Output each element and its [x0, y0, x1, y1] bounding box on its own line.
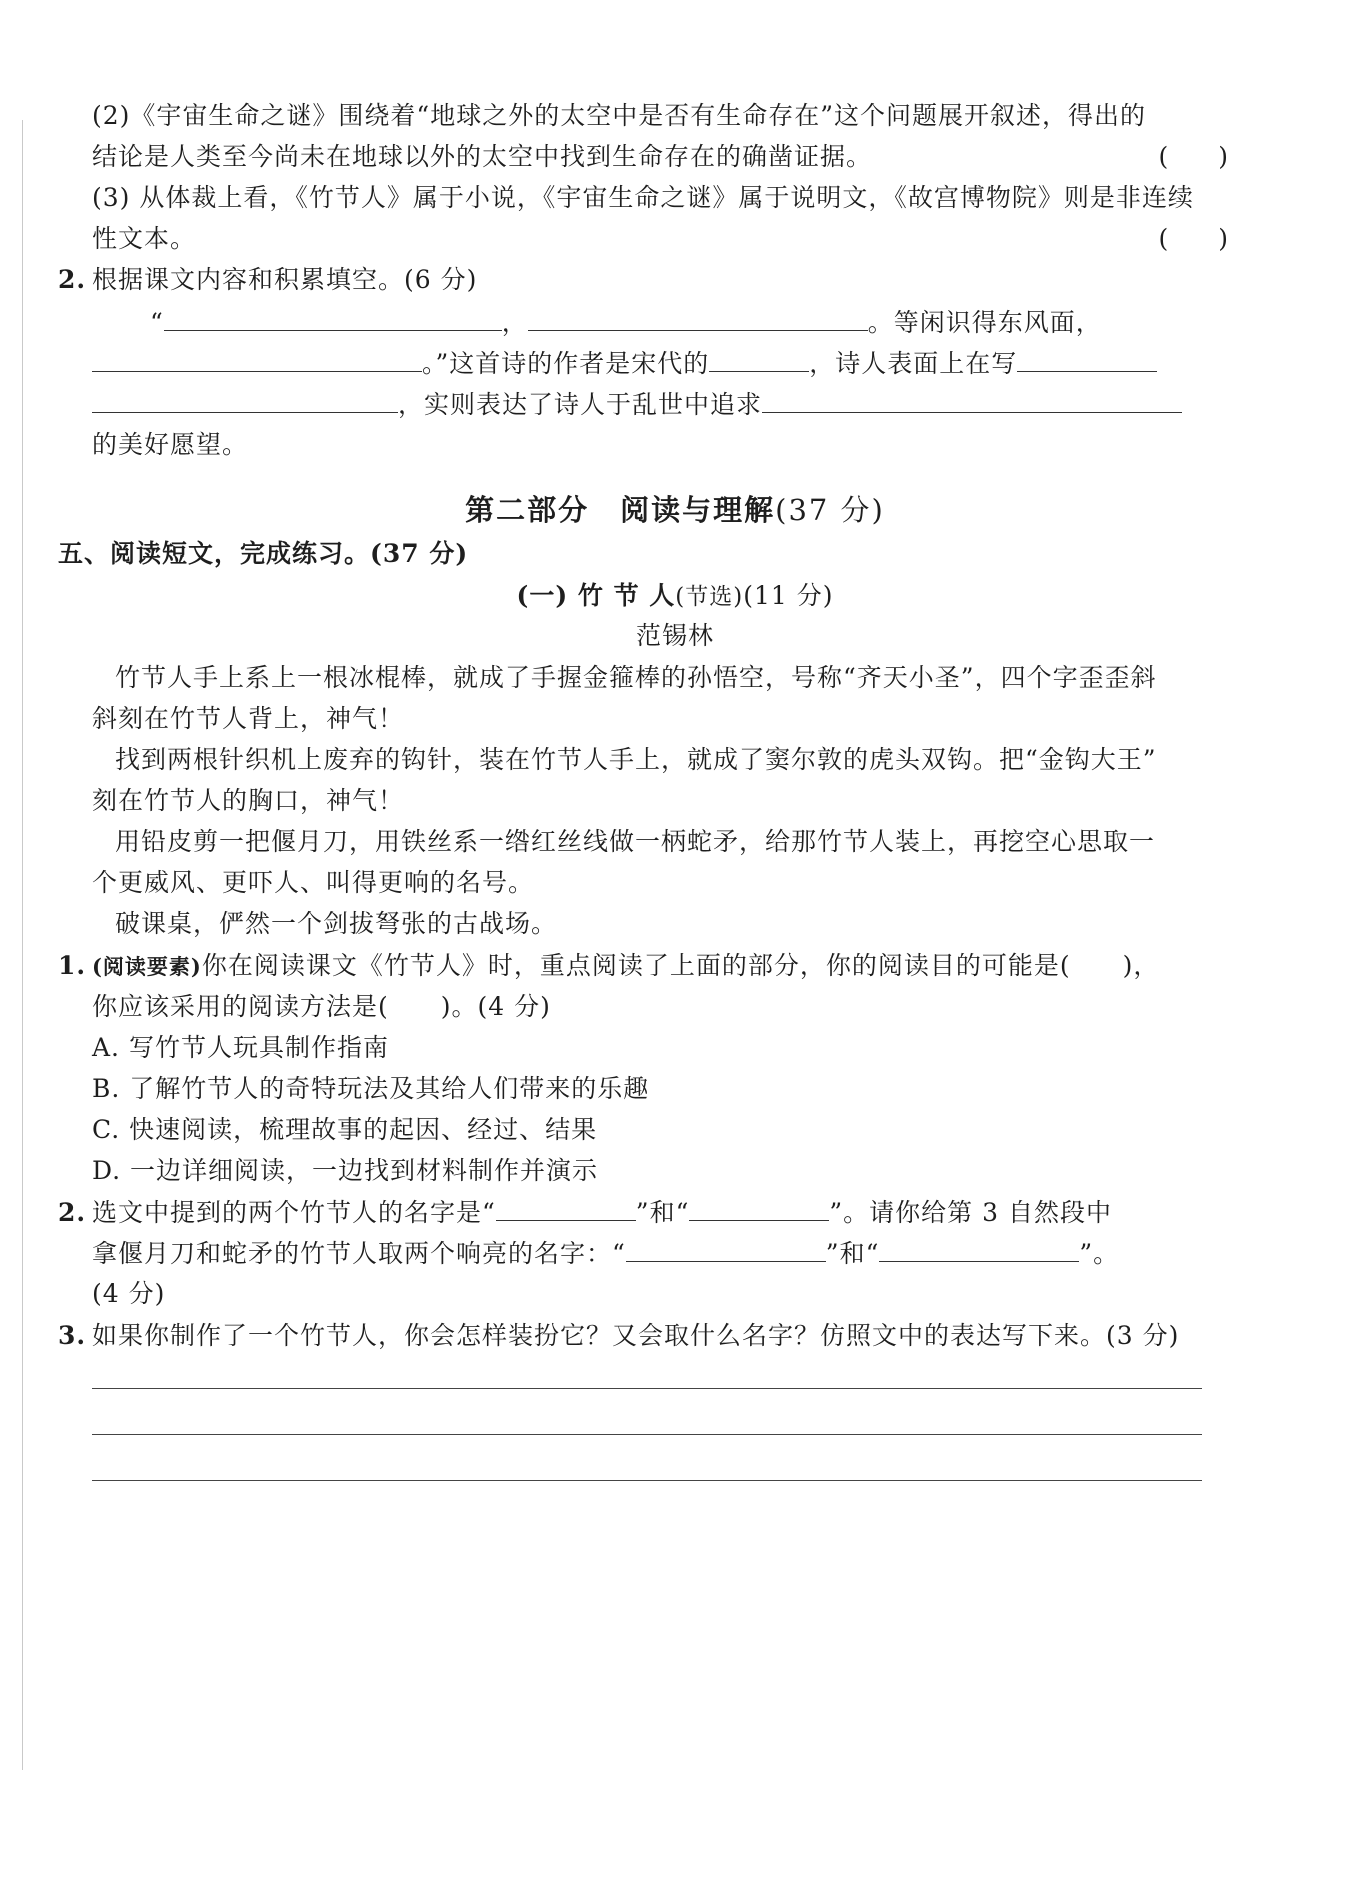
passage-p2-line2: 刻在竹节人的胸口，神气！: [92, 786, 405, 815]
question-number: 2.: [58, 265, 87, 294]
blank-theme[interactable]: [92, 386, 398, 413]
question-3-line1: [58, 1318, 1179, 1354]
judgment-item-2-line1: (2)《宇宙生命之谜》围绕着“地球之外的太空中是否有生命存在”这个问题展开叙述，得出的: [92, 101, 1146, 130]
question-text: 根据课文内容和积累填空。(6 分): [92, 265, 478, 294]
passage-score: (11 分): [743, 581, 834, 610]
passage-subtitle: (节选): [675, 584, 744, 610]
section-5-heading: 五、阅读短文，完成练习。(37 分): [58, 539, 469, 568]
blank-poem-line-4[interactable]: [92, 345, 422, 372]
fill-line-4: 的美好愿望。: [92, 430, 249, 459]
fill-text-4: ，实则表达了诗人于乱世中追求: [398, 390, 763, 419]
question-2-score: (4 分): [92, 1279, 166, 1308]
blank-pursuit[interactable]: [762, 386, 1182, 413]
question-2-line1: [58, 1194, 1112, 1231]
q2-text-2: ”和“: [635, 1198, 690, 1227]
blank-author[interactable]: [709, 345, 809, 372]
answer-line-3[interactable]: [92, 1480, 1202, 1481]
q2-text-6: ”。: [1079, 1239, 1120, 1268]
fill-question-prompt: [58, 262, 477, 298]
passage-author: 范锡林: [635, 621, 714, 650]
blank-poem-line-1[interactable]: [164, 304, 502, 331]
judgment-item-2-line2: 结论是人类至今尚未在地球以外的太空中找到生命存在的确凿证据。: [92, 142, 873, 171]
option-a[interactable]: A. 写竹节人玩具制作指南: [92, 1033, 389, 1062]
fill-line-3: [92, 386, 1182, 423]
part-title-text: 第二部分 阅读与理解: [465, 493, 776, 527]
q2-text-4: 拿偃月刀和蛇矛的竹节人取两个响亮的名字：“: [92, 1239, 626, 1268]
question-1-line2: 你应该采用的阅读方法是( )。(4 分): [92, 992, 551, 1021]
question-tag: (阅读要素): [92, 954, 202, 979]
passage-p2-line1: 找到两根针织机上废弃的钩针，装在竹节人手上，就成了窦尔敦的虎头双钩。把“金钩大王”: [115, 745, 1157, 774]
passage-title-text: (一) 竹 节 人: [516, 581, 676, 610]
q2-text-1: 选文中提到的两个竹节人的名字是“: [92, 1198, 496, 1227]
passage-p3-line2: 个更威风、更吓人、叫得更响的名号。: [92, 868, 535, 897]
blank-name-1[interactable]: [496, 1194, 636, 1221]
passage-title: [0, 578, 1350, 615]
fill-line-2: [92, 345, 1157, 382]
blank-new-name-1[interactable]: [626, 1235, 826, 1262]
margin-rule: [22, 120, 23, 1770]
passage-p3-line1: 用铅皮剪一把偃月刀，用铁丝系一绺红丝线做一柄蛇矛，给那竹节人装上，再挖空心思取一: [115, 827, 1156, 856]
fill-text-2: 。”这首诗的作者是宋代的: [422, 349, 710, 378]
part-2-title: [0, 492, 1350, 528]
judgment-item-3-line1: (3) 从体裁上看，《竹节人》属于小说，《宇宙生命之谜》属于说明文，《故宫博物院》则是非连续: [92, 183, 1194, 212]
option-d[interactable]: D. 一边详细阅读，一边找到材料制作并演示: [92, 1156, 599, 1185]
blank-new-name-2[interactable]: [879, 1235, 1079, 1262]
question-number: 1.: [58, 951, 87, 980]
comma: ，: [501, 308, 528, 337]
passage-p1-line1: 竹节人手上系上一根冰棍棒，就成了手握金箍棒的孙悟空，号称“齐天小圣”，四个字歪歪斜: [115, 663, 1157, 692]
question-number: 3.: [58, 1321, 87, 1350]
answer-line-1[interactable]: [92, 1388, 1202, 1389]
question-text: 如果你制作了一个竹节人，你会怎样装扮它？又会取什么名字？仿照文中的表达写下来。(3 分): [92, 1321, 1180, 1350]
option-b[interactable]: B. 了解竹节人的奇特玩法及其给人们带来的乐趣: [92, 1074, 650, 1103]
fill-text-3: ，诗人表面上在写: [809, 349, 1018, 378]
passage-p4-line1: 破课桌，俨然一个剑拔弩张的古战场。: [115, 909, 558, 938]
blank-poem-line-2[interactable]: [528, 304, 868, 331]
question-number: 2.: [58, 1198, 87, 1227]
answer-line-2[interactable]: [92, 1434, 1202, 1435]
blank-surface-meaning[interactable]: [1017, 345, 1157, 372]
option-c[interactable]: C. 快速阅读，梳理故事的起因、经过、结果: [92, 1115, 598, 1144]
q2-text-5: ”和“: [825, 1239, 880, 1268]
q2-text-3: ”。请你给第 3 自然段中: [829, 1198, 1112, 1227]
question-text: 你在阅读课文《竹节人》时，重点阅读了上面的部分，你的阅读目的可能是( )，: [201, 951, 1160, 980]
answer-paren-item-2[interactable]: ( ): [1158, 142, 1228, 171]
fill-text-1: 。等闲识得东风面，: [867, 308, 1102, 337]
fill-line-1: [150, 304, 1102, 341]
open-quote: “: [150, 308, 164, 337]
question-2-line2: [92, 1235, 1119, 1272]
judgment-item-3-line2: 性文本。: [92, 224, 197, 253]
part-title-score: (37 分): [775, 493, 885, 527]
question-1-line1: [58, 948, 1159, 985]
answer-paren-item-3[interactable]: ( ): [1158, 224, 1228, 253]
passage-p1-line2: 斜刻在竹节人背上，神气！: [92, 704, 405, 733]
blank-name-2[interactable]: [689, 1194, 829, 1221]
